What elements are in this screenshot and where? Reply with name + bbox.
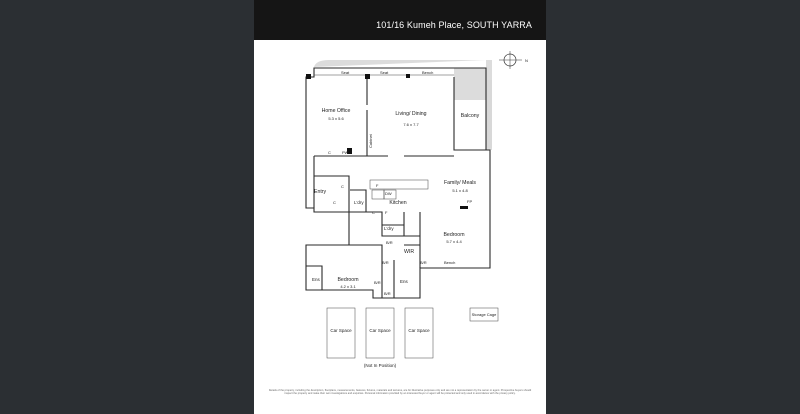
- bench-bed-label: Bench: [444, 260, 456, 265]
- pw-label: PW: [342, 150, 349, 155]
- c1-label: C: [328, 150, 331, 155]
- laundry-label: L'dry: [354, 200, 364, 205]
- floorplan-sheet: [254, 0, 546, 414]
- br2-label: B/R: [420, 260, 427, 265]
- linen-label: L'dry: [384, 226, 394, 231]
- bedroom2-dims: 4.2 x 3.1: [340, 284, 356, 289]
- balcony-label: Balcony: [460, 113, 480, 119]
- car-space-3: [405, 308, 433, 358]
- storage-cage: [470, 308, 498, 321]
- seat-mid-label: Seat: [380, 70, 389, 75]
- bedroom1-label: Bedroom: [443, 232, 465, 238]
- bedroom1-dims: 5.7 x 4.4: [446, 239, 462, 244]
- entry-label: Entry: [314, 189, 327, 195]
- c2-label: C: [341, 184, 344, 189]
- br4-label: B/R: [374, 280, 381, 285]
- header-bar: [254, 0, 546, 40]
- kitchen-island: [370, 180, 428, 189]
- c3-label: C: [333, 200, 336, 205]
- ens1-label: Ens: [400, 279, 408, 284]
- car-space-1: [327, 308, 355, 358]
- home-office-dims: 5.3 x 5.6: [328, 116, 344, 121]
- family-meals-dims: 5.1 x 4.8: [452, 188, 468, 193]
- kitchen-label: Kitchen: [389, 200, 407, 206]
- home-office-label: Home Office: [321, 108, 351, 114]
- cf-c-label: C: [372, 210, 375, 215]
- dw-label: DW: [385, 191, 392, 196]
- bench-top-label: Bench: [422, 70, 434, 75]
- cabinet-label: Cabinet: [368, 134, 373, 148]
- wir-label: WIR: [404, 249, 415, 255]
- not-in-position-note: (Not In Position): [363, 363, 397, 368]
- br3-label: B/R: [382, 260, 389, 265]
- cf-f-label: F: [385, 210, 388, 215]
- seat-left-label: Seat: [341, 70, 350, 75]
- compass-icon: [499, 51, 528, 69]
- svg-text:Car Space: Car Space: [369, 328, 391, 333]
- floor-plan: [254, 40, 546, 389]
- living-dining-dims: 7.6 x 7.7: [403, 122, 419, 127]
- svg-text:Car Space: Car Space: [330, 328, 352, 333]
- fp-label: FP: [467, 199, 473, 204]
- compass-north-label: N: [525, 58, 528, 63]
- car-space-2: [366, 308, 394, 358]
- f-label: F: [376, 183, 379, 188]
- svg-text:Car Space: Car Space: [408, 328, 430, 333]
- br5-label: B/R: [384, 291, 391, 296]
- living-dining-label: Living/ Dining: [395, 111, 427, 117]
- property-address: 101/16 Kumeh Place, SOUTH YARRA: [376, 20, 532, 30]
- bedroom2-label: Bedroom: [337, 277, 359, 283]
- family-meals-label: Family/ Meals: [444, 180, 476, 186]
- footer-disclaimer: Details of the property, including the description, floorplans, measurements, features, fixtures, materials and textures, are for illustrative purposes only and are not a representation by the owner or agent. Prospective buyers should inspect the property and make their own investigations and enquiries. Personal information provided by an interested buyer or agent will be protected and only used in accordance with the privacy policy.: [268, 389, 532, 396]
- br1-label: B/R: [386, 240, 393, 245]
- ens2-label: Ens: [312, 277, 320, 282]
- svg-text:Storage Cage: Storage Cage: [471, 312, 497, 317]
